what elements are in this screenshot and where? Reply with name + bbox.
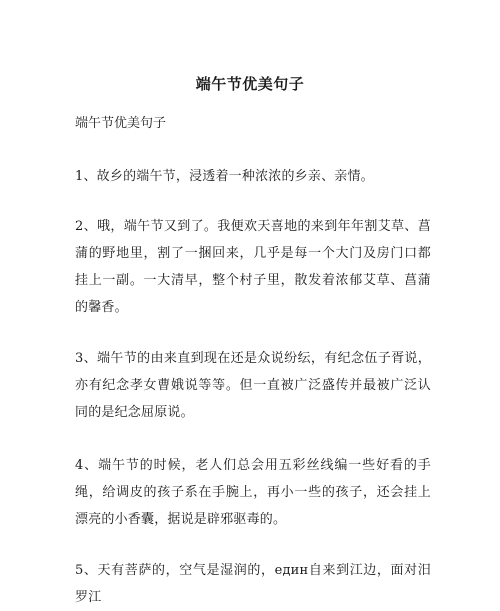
paragraph-3: 3、端午节的由来直到现在还是众说纷纭，有纪念伍子胥说，亦有纪念孝女曹娥说等等。但一直被广泛盛传并最被广泛认同的是纪念屈原说。: [75, 351, 431, 420]
paragraph-1: 1、故乡的端午节，浸透着一种浓浓的乡亲、亲情。: [75, 169, 374, 184]
paragraph-4: 4、端午节的时候，老人们总会用五彩丝线编一些好看的手绳，给调皮的孩子系在手腕上，再小一些的孩子，还会挂上漂亮的小香囊，据说是辟邪驱毒的。: [75, 458, 431, 527]
document-subtitle: 端午节优美句子: [75, 116, 167, 131]
paragraph-5: 5、天有菩萨的，空气是湿润的，един自来到江边，面对汨罗江: [75, 563, 431, 605]
paragraph-2: 2、哦，端午节又到了。我便欢天喜地的来到年年割艾草、菖蒲的野地里，割了一捆回来，几乎是每一个大门及房门口都挂上一副。一大清早，整个村子里，散发着浓郁艾草、菖蒲的馨香。: [75, 219, 431, 315]
document-title: 端午节优美句子: [195, 75, 305, 93]
